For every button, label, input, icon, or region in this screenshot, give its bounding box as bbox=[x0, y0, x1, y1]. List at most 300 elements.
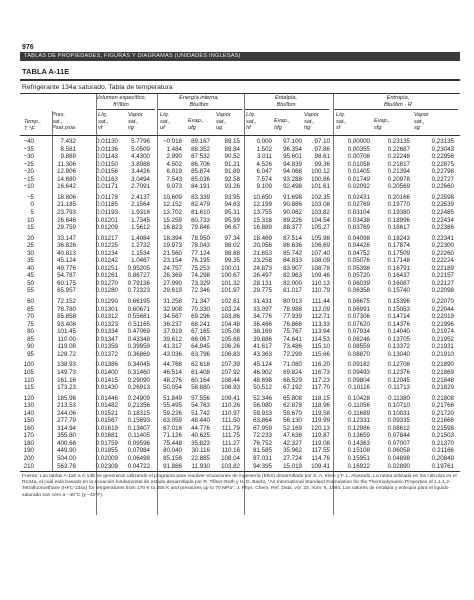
col-header-hf-l1: Líq. bbox=[246, 112, 256, 118]
cell-uf: 41.317 bbox=[163, 343, 182, 351]
cell-vg: 0.79136 bbox=[127, 279, 150, 287]
cell-vf: 0.01156 bbox=[96, 168, 118, 176]
cell-sg: 0.23135 bbox=[431, 138, 454, 145]
cell-sf: 0.07306 bbox=[347, 313, 370, 321]
cell-sfg: 0.16791 bbox=[387, 264, 410, 272]
cell-temp: −20 bbox=[23, 168, 34, 176]
cell-psat: 21.185 bbox=[57, 201, 76, 209]
cell-hfg: 82.963 bbox=[283, 272, 302, 280]
cell-temp: 160 bbox=[23, 424, 34, 432]
cell-vg: 0.09596 bbox=[127, 439, 150, 447]
table-row bbox=[20, 463, 460, 470]
cell-ug: 103.86 bbox=[221, 313, 240, 321]
cell-uf: 91.886 bbox=[163, 462, 182, 470]
cell-temp: 65 bbox=[27, 305, 34, 313]
cell-uf: 50.054 bbox=[163, 384, 182, 392]
cell-vg: 0.39959 bbox=[127, 343, 150, 351]
cell-sf: 0.04426 bbox=[347, 242, 370, 250]
cell-sf: 0.06991 bbox=[347, 305, 370, 313]
col-header-hf-l2: sat., bbox=[246, 118, 257, 125]
cell-sf: 0.06358 bbox=[347, 287, 370, 295]
cell-ug: 91.21 bbox=[224, 160, 240, 168]
cell-vf: 0.01193 bbox=[96, 208, 118, 216]
cell-ug: 105.68 bbox=[221, 335, 240, 343]
cell-sf: 0.02769 bbox=[347, 201, 370, 209]
cell-vg: 0.29090 bbox=[127, 376, 150, 384]
cell-vg: 3.8988 bbox=[131, 160, 150, 168]
cell-psat: 65.957 bbox=[57, 287, 76, 295]
cell-sfg: 0.19770 bbox=[387, 201, 410, 209]
cell-psat: 161.16 bbox=[57, 376, 76, 384]
cell-vf: 0.01143 bbox=[96, 153, 118, 161]
cell-temp: 50 bbox=[27, 279, 34, 287]
cell-ufg: 61.408 bbox=[191, 368, 210, 376]
cell-hfg: 15.019 bbox=[283, 462, 302, 470]
cell-sf: 0.01749 bbox=[347, 175, 370, 183]
cell-sf: 0.16922 bbox=[347, 462, 370, 470]
cell-hfg: 76.866 bbox=[283, 320, 302, 328]
col-header-pres-l3: Psat psia bbox=[52, 125, 76, 131]
cell-psat: 18.806 bbox=[57, 193, 76, 201]
cell-sfg: 0.10710 bbox=[387, 402, 410, 410]
cell-vg: 2.7091 bbox=[131, 183, 150, 191]
cell-hf: 50.512 bbox=[253, 384, 272, 392]
cell-vg: 2.1564 bbox=[131, 201, 150, 209]
cell-vf: 0.01521 bbox=[95, 409, 118, 417]
cell-sf: 0.00708 bbox=[347, 153, 370, 161]
cell-ufg: 88.352 bbox=[191, 145, 210, 153]
cell-sg: 0.21974 bbox=[431, 328, 454, 336]
col-header-temp-l1: Temp., bbox=[24, 119, 41, 125]
cell-ug: 89.84 bbox=[224, 145, 240, 153]
cell-hg: 103.82 bbox=[311, 208, 330, 216]
cell-hfg: 93.288 bbox=[283, 175, 302, 183]
cell-ufg: 48.440 bbox=[191, 417, 210, 425]
cell-sf: 0.03438 bbox=[347, 216, 370, 224]
col-header-hg-l1: Vapor bbox=[304, 112, 319, 118]
cell-uf: 29.619 bbox=[163, 287, 182, 295]
cell-temp: 115 bbox=[24, 384, 34, 392]
table-row bbox=[20, 272, 460, 279]
cell-sf: 0.12331 bbox=[347, 417, 370, 425]
cell-vg: 0.55681 bbox=[127, 313, 150, 321]
cell-temp: 180 bbox=[23, 439, 34, 447]
cell-psat: 110.00 bbox=[57, 335, 76, 343]
table-row bbox=[20, 242, 460, 249]
table-bottom-rule bbox=[20, 471, 460, 472]
col-header-ufg-l3: ufg bbox=[188, 124, 196, 131]
col-header-uf-l1: Líq. bbox=[160, 112, 170, 118]
cell-hf: 3.011 bbox=[256, 153, 272, 161]
cell-sfg: 0.11380 bbox=[388, 394, 410, 402]
cell-uf: 27.990 bbox=[163, 279, 182, 287]
cell-psat: 244.06 bbox=[57, 409, 76, 417]
cell-ufg: 68.241 bbox=[191, 320, 210, 328]
cell-uf: 32.908 bbox=[163, 305, 182, 313]
cell-hfg: 47.638 bbox=[283, 432, 302, 440]
cell-hf: 56.080 bbox=[253, 402, 272, 410]
cell-sfg: 0.20166 bbox=[387, 193, 410, 201]
cell-hf: 43.363 bbox=[253, 350, 272, 358]
cell-sfg: 0.17509 bbox=[387, 249, 410, 257]
cell-hfg: 86.636 bbox=[283, 242, 302, 250]
group-header-enthalpy-title: Entalpía, bbox=[274, 95, 298, 101]
cell-hf: 16.889 bbox=[253, 224, 272, 232]
cell-ug: 110.16 bbox=[221, 447, 240, 455]
cell-psat: 33.147 bbox=[57, 234, 76, 242]
cell-sfg: 0.02890 bbox=[387, 462, 410, 470]
table-row bbox=[20, 447, 460, 454]
cell-psat: 504.00 bbox=[57, 455, 76, 462]
cell-temp: 200 bbox=[23, 455, 34, 462]
cell-sfg: 0.17874 bbox=[387, 242, 410, 250]
cell-hg: 101.61 bbox=[311, 183, 330, 191]
col-header-pres bbox=[52, 112, 86, 132]
cell-sfg: 0.21817 bbox=[387, 160, 410, 168]
cell-psat: 563.76 bbox=[57, 462, 76, 470]
group-rule-volume bbox=[97, 109, 155, 110]
group-header-entropy-unit: Btu/lbm · R bbox=[384, 101, 412, 108]
cell-sg: 0.22341 bbox=[431, 234, 454, 242]
cell-hfg: 72.299 bbox=[283, 350, 302, 358]
cell-hg: 97.86 bbox=[314, 145, 330, 153]
col-header-vg-l2: sat., bbox=[128, 118, 139, 125]
cell-uf: 2.990 bbox=[166, 153, 182, 161]
cell-ug: 95.99 bbox=[224, 216, 240, 224]
cell-hg: 116.73 bbox=[311, 368, 330, 376]
cell-ufg: 78.950 bbox=[191, 234, 210, 242]
cell-ug: 93.95 bbox=[224, 193, 240, 201]
cell-hg: 112.09 bbox=[311, 305, 330, 313]
cell-sfg: 0.14376 bbox=[387, 320, 410, 328]
cell-sg: 0.21952 bbox=[431, 335, 454, 343]
cell-vg: 1.5612 bbox=[131, 224, 150, 232]
cell-hg: 117.23 bbox=[311, 376, 330, 384]
cell-vg: 3.4426 bbox=[131, 168, 150, 176]
cell-sfg: 0.04898 bbox=[387, 455, 410, 462]
cell-sf: 0.05720 bbox=[347, 272, 370, 280]
col-header-uf-l2: sat., bbox=[160, 118, 171, 125]
cell-sg: 0.22157 bbox=[431, 272, 454, 280]
cell-hfg: 65.808 bbox=[283, 394, 302, 402]
cell-vf: 0.01150 bbox=[96, 160, 118, 168]
col-header-vf-l1: Líq. bbox=[98, 112, 108, 118]
cell-sg: 0.22019 bbox=[431, 313, 454, 321]
cell-hfg: 59.670 bbox=[283, 409, 302, 417]
cell-sg: 0.21598 bbox=[431, 424, 454, 432]
cell-vf: 0.01136 bbox=[96, 145, 118, 153]
col-header-uf-l3: uf bbox=[160, 125, 165, 131]
cell-psat: 173.23 bbox=[57, 384, 76, 392]
cell-uf: 26.369 bbox=[163, 272, 182, 280]
cell-temp: 70 bbox=[27, 313, 34, 321]
cell-hfg: 94.839 bbox=[283, 160, 302, 168]
cell-temp: 60 bbox=[27, 298, 34, 305]
cell-uf: 85.158 bbox=[163, 455, 182, 462]
cell-temp: 90 bbox=[27, 343, 34, 351]
col-header-pres-l1: Pres. bbox=[52, 112, 66, 118]
cell-uf: 15.259 bbox=[163, 216, 182, 224]
footnote: Fuente: Las tablas A-11E a A-13E se generaron utilizando el programa para resolver ecuaciones de ingeniería (EES) desarrollado por S. A. Klein y F. L. Alvarado. La rutina utilizada en los cálculos es el R134a, el cual está basado en la ecuación fundamental de estado desarrollada por R. Tillner-Roth y H. D. Baehr, “An International Standard Formulation for the Thermodynamic Properties of 1,1,1,2-Tetrafluoroethane (HFC-134a) for temperatures from 170 K to 455 K and pressures up to 70 MPa”, J. Phys. Chem. Ref. Data, vol. 23, núm. 5, 1994. Los valores de entalpía y entropía para el líquido saturado son cero a −40°C (y −40°F). bbox=[22, 474, 457, 498]
cell-temp: −10 bbox=[23, 183, 34, 191]
col-header-hg-l3: hg bbox=[304, 125, 311, 131]
table-row bbox=[20, 168, 460, 175]
cell-sfg: 0.15740 bbox=[387, 287, 410, 295]
cell-vg: 0.06498 bbox=[127, 455, 150, 462]
cell-sf: 0.14363 bbox=[347, 439, 370, 447]
cell-vg: 0.21356 bbox=[127, 402, 150, 410]
cell-ug: 106.83 bbox=[221, 350, 240, 358]
cell-sfg: 0.20569 bbox=[387, 183, 410, 191]
cell-hf: 38.169 bbox=[253, 328, 272, 336]
cell-hfg: 71.080 bbox=[283, 361, 302, 369]
cell-ug: 104.48 bbox=[221, 320, 240, 328]
cell-sg: 0.22875 bbox=[431, 160, 454, 168]
col-header-temp-l2: T °F bbox=[24, 125, 35, 132]
cell-temp: 80 bbox=[27, 328, 34, 336]
cell-ufg: 35.823 bbox=[191, 439, 210, 447]
cell-hfg: 78.988 bbox=[283, 305, 302, 313]
col-header-hf bbox=[246, 112, 272, 132]
cell-sfg: 0.08612 bbox=[387, 424, 410, 432]
cell-psat: 11.306 bbox=[57, 160, 76, 168]
cell-vf: 0.01334 bbox=[95, 328, 118, 336]
cell-uf: 37.919 bbox=[163, 328, 182, 336]
cell-ug: 103.24 bbox=[221, 305, 240, 313]
cell-vf: 0.01185 bbox=[96, 201, 118, 209]
col-header-vf-l3: vf bbox=[98, 125, 103, 131]
cell-vg: 1.4084 bbox=[131, 234, 150, 242]
cell-hf: 39.886 bbox=[253, 335, 272, 343]
cell-vg: 1.9316 bbox=[131, 208, 150, 216]
cell-vf: 0.01759 bbox=[95, 439, 118, 447]
cell-vf: 0.01242 bbox=[95, 257, 118, 265]
cell-uf: 43.036 bbox=[163, 350, 182, 358]
cell-temp: 100 bbox=[23, 361, 34, 369]
cell-temp: −40 bbox=[23, 138, 34, 145]
cell-vf: 0.01225 bbox=[95, 242, 118, 250]
table-row bbox=[20, 138, 460, 145]
col-header-hfg bbox=[274, 118, 300, 131]
cell-uf: 7.543 bbox=[166, 175, 182, 183]
cell-psat: 23.793 bbox=[57, 208, 76, 216]
cell-vf: 0.01619 bbox=[95, 424, 118, 432]
cell-vg: 0.66195 bbox=[127, 298, 150, 305]
cell-vg: 0.72323 bbox=[127, 287, 150, 295]
cell-temp: 5 bbox=[30, 208, 34, 216]
cell-vf: 0.01251 bbox=[95, 264, 118, 272]
cell-sfg: 0.13040 bbox=[387, 350, 410, 358]
cell-ufg: 84.191 bbox=[191, 183, 210, 191]
cell-hg: 112.71 bbox=[311, 313, 330, 321]
cell-ug: 92.58 bbox=[224, 175, 240, 183]
cell-ufg: 85.036 bbox=[191, 175, 210, 183]
cell-sfg: 0.14714 bbox=[387, 313, 410, 321]
cell-hfg: 81.017 bbox=[283, 287, 302, 295]
cell-uf: 55.495 bbox=[163, 402, 182, 410]
cell-sfg: 0.16087 bbox=[387, 279, 410, 287]
table-row bbox=[20, 217, 460, 224]
cell-psat: 45.124 bbox=[57, 257, 76, 265]
col-header-vf-l2: sat., bbox=[98, 118, 109, 125]
cell-sg: 0.22485 bbox=[431, 208, 454, 216]
cell-sg: 0.21848 bbox=[431, 376, 454, 384]
cell-sfg: 0.11713 bbox=[388, 384, 410, 392]
cell-sf: 0.00000 bbox=[347, 138, 370, 145]
cell-sf: 0.02092 bbox=[347, 183, 370, 191]
table-row bbox=[20, 176, 460, 183]
cell-temp: −35 bbox=[23, 145, 34, 153]
chapter-banner: TABLAS DE PROPIEDADES, FIGURAS Y DIAGRAMAS (UNIDADES INGLESAS) bbox=[20, 52, 460, 61]
cell-hg: 117.70 bbox=[311, 384, 330, 392]
cell-ug: 109.41 bbox=[221, 394, 240, 402]
cell-hfg: 83.907 bbox=[283, 264, 302, 272]
cell-vg: 0.36869 bbox=[127, 350, 150, 358]
col-header-vg-l3: vg bbox=[128, 125, 134, 131]
col-header-hfg-l3: hfg bbox=[274, 124, 282, 131]
cell-ufg: 86.706 bbox=[191, 160, 210, 168]
cell-ug: 94.63 bbox=[224, 201, 240, 209]
cell-hf: 4.526 bbox=[256, 160, 272, 168]
cell-vg: 0.15693 bbox=[127, 417, 150, 425]
cell-ug: 105.08 bbox=[221, 328, 240, 336]
cell-hf: 67.959 bbox=[253, 424, 272, 432]
cell-sg: 0.22224 bbox=[431, 257, 454, 265]
col-header-hg-l2: sat., bbox=[304, 118, 315, 125]
cell-temp: 150 bbox=[23, 417, 34, 425]
cell-sg: 0.21829 bbox=[431, 384, 454, 392]
cell-uf: 39.612 bbox=[163, 335, 182, 343]
col-header-sg-l1: Vapor bbox=[414, 112, 429, 118]
cell-vf: 0.01312 bbox=[95, 313, 118, 321]
cell-psat: 185.96 bbox=[57, 394, 76, 402]
col-header-vg bbox=[128, 112, 156, 132]
cell-psat: 119.08 bbox=[57, 343, 76, 351]
cell-uf: −0.016 bbox=[162, 138, 182, 145]
group-header-energy-title: Energía interna, bbox=[179, 95, 219, 101]
cell-sf: 0.15108 bbox=[347, 447, 370, 455]
cell-sfg: 0.18617 bbox=[387, 224, 410, 232]
group-header-volume-title: Volumen específico, bbox=[95, 95, 147, 101]
cell-ufg: 72.346 bbox=[191, 287, 210, 295]
cell-sf: 0.07620 bbox=[347, 320, 370, 328]
cell-ug: 95.31 bbox=[224, 208, 240, 216]
table-row bbox=[20, 161, 460, 168]
cell-ug: 102.61 bbox=[221, 298, 240, 305]
cell-sf: 0.02431 bbox=[347, 193, 370, 201]
cell-hfg: 74.641 bbox=[283, 335, 302, 343]
cell-temp: 75 bbox=[27, 320, 34, 328]
cell-vg: 3.0494 bbox=[131, 175, 150, 183]
cell-sfg: 0.06058 bbox=[387, 447, 410, 455]
cell-psat: 16.642 bbox=[57, 183, 76, 191]
cell-hf: 20.056 bbox=[253, 242, 272, 250]
cell-uf: 51.849 bbox=[163, 394, 182, 402]
cell-hf: 21.653 bbox=[253, 249, 272, 257]
cell-temp: −25 bbox=[23, 160, 34, 168]
cell-sg: 0.22127 bbox=[431, 279, 454, 287]
cell-vf: 0.01681 bbox=[95, 432, 118, 440]
cell-hf: 31.431 bbox=[253, 298, 272, 305]
cell-hf: 45.124 bbox=[253, 361, 272, 369]
table-row bbox=[20, 432, 460, 439]
cell-sg: 0.22098 bbox=[431, 287, 454, 295]
cell-ufg: 76.195 bbox=[191, 257, 210, 265]
col-header-sg-l3: sg bbox=[414, 125, 420, 131]
table-row bbox=[20, 183, 460, 190]
table-row bbox=[20, 257, 460, 264]
cell-vf: 0.01482 bbox=[95, 402, 118, 410]
cell-hg: 115.10 bbox=[311, 343, 330, 351]
cell-hfg: 88.377 bbox=[283, 224, 302, 232]
table-row bbox=[20, 146, 460, 153]
cell-hf: 87.031 bbox=[253, 455, 272, 462]
cell-sfg: 0.14040 bbox=[387, 328, 410, 336]
cell-sf: 0.12986 bbox=[347, 424, 370, 432]
cell-hg: 99.36 bbox=[314, 160, 330, 168]
cell-vg: 1.2732 bbox=[131, 242, 150, 250]
cell-vf: 0.02309 bbox=[95, 462, 118, 470]
cell-hg: 100.12 bbox=[311, 168, 330, 176]
cell-hg: 107.40 bbox=[311, 249, 330, 257]
cell-ug: 111.79 bbox=[221, 424, 240, 432]
cell-hfg: 96.354 bbox=[283, 145, 302, 153]
cell-hf: 10.650 bbox=[253, 193, 272, 201]
cell-sg: 0.22598 bbox=[431, 193, 454, 201]
cell-temp: 0 bbox=[30, 201, 34, 209]
col-header-sf-l3: sf bbox=[336, 125, 341, 131]
cell-sg: 0.21503 bbox=[431, 432, 454, 440]
cell-vg: 0.13407 bbox=[127, 424, 150, 432]
cell-psat: 7.432 bbox=[60, 138, 76, 145]
cell-hf: 48.698 bbox=[253, 376, 272, 384]
cell-sf: 0.03769 bbox=[347, 224, 370, 232]
cell-temp: 55 bbox=[27, 287, 34, 295]
cell-hfg: 91.698 bbox=[283, 193, 302, 201]
cell-hf: 28.131 bbox=[253, 279, 272, 287]
col-header-sfg-l3: sfg bbox=[374, 124, 382, 131]
col-header-sfg-l1: Evap., bbox=[374, 118, 390, 124]
cell-sf: 0.09182 bbox=[347, 361, 370, 369]
cell-uf: 44.768 bbox=[163, 361, 182, 369]
cell-ufg: 82.479 bbox=[191, 201, 210, 209]
cell-hg: 118.15 bbox=[311, 394, 330, 402]
cell-ug: 108.44 bbox=[221, 376, 240, 384]
cell-ufg: 67.165 bbox=[191, 328, 210, 336]
cell-temp: −15 bbox=[23, 175, 34, 183]
cell-sg: 0.22660 bbox=[431, 183, 454, 191]
cell-vf: 0.01415 bbox=[95, 376, 118, 384]
cell-temp: −30 bbox=[23, 153, 34, 161]
group-rule-entropy bbox=[334, 109, 458, 110]
cell-sf: 0.10428 bbox=[347, 394, 370, 402]
cell-sg: 0.22798 bbox=[431, 168, 454, 176]
col-header-vf bbox=[98, 112, 126, 132]
cell-psat: 85.858 bbox=[57, 313, 76, 321]
col-header-sfg bbox=[374, 118, 404, 131]
cell-hg: 108.09 bbox=[311, 257, 330, 265]
table-row bbox=[20, 455, 460, 462]
cell-ufg: 85.874 bbox=[191, 168, 210, 176]
cell-hg: 114.76 bbox=[311, 455, 330, 462]
cell-hfg: 87.514 bbox=[283, 234, 302, 242]
cell-hfg: 95.601 bbox=[283, 153, 302, 161]
cell-sg: 0.21931 bbox=[431, 343, 454, 351]
cell-hg: 100.86 bbox=[311, 175, 330, 183]
cell-uf: 59.226 bbox=[163, 409, 182, 417]
cell-vf: 0.01171 bbox=[96, 183, 118, 191]
cell-hg: 119.87 bbox=[311, 432, 330, 440]
